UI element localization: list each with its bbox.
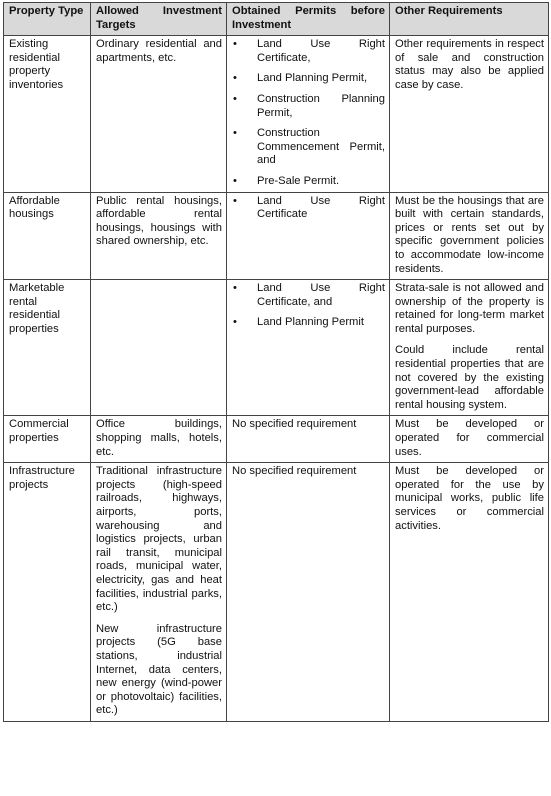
- cell-allowed-targets: [91, 192, 227, 280]
- cell-allowed-targets: [91, 36, 227, 192]
- requirement-paragraph: Strata-sale is not allowed and ownership of the property is retained for long-term market rental purposes.: [395, 282, 544, 335]
- cell-obtained-permits: [227, 280, 390, 416]
- permit-text: Land Use Right Certificate: [257, 194, 385, 221]
- table-row: [4, 463, 549, 722]
- cell-allowed-targets: [91, 416, 227, 463]
- cell-other-requirements: [390, 463, 549, 722]
- cell-allowed-targets: [91, 280, 227, 416]
- requirement-paragraph: Must be developed or operated for commercial uses.: [395, 418, 544, 458]
- bullet-icon: •: [233, 282, 237, 295]
- permit-text: Pre-Sale Permit.: [257, 174, 340, 187]
- header-other-requirements: Other Requirements: [390, 3, 549, 36]
- cell-other-requirements: [390, 416, 549, 463]
- header-allowed-targets: Allowed Investment Targets: [91, 3, 227, 36]
- cell-property-type: Existing residential property inventories: [4, 36, 91, 192]
- table-row: [4, 416, 549, 463]
- permit-list: [232, 282, 385, 330]
- table-row: [4, 36, 549, 192]
- bullet-icon: •: [233, 92, 237, 105]
- permit-item: [232, 93, 385, 120]
- permit-text: Land Use Right Certificate, and: [257, 282, 385, 308]
- permit-text: Land Planning Permit: [257, 316, 364, 329]
- permit-item: [232, 127, 385, 168]
- target-paragraph: Traditional infrastructure projects (high-speed railroads, highways, airports, ports, warehousing and logistics projects, urban rail transit, municipal roads, municipal water, electricity, gas and heat facilities, industrial parks, etc.): [96, 465, 222, 614]
- cell-other-requirements: [390, 280, 549, 416]
- permit-text: No specified requirement: [232, 418, 357, 431]
- cell-property-type: Infrastructure projects: [4, 463, 91, 722]
- bullet-icon: •: [233, 194, 237, 207]
- requirement-paragraph: Other requirements in respect of sale and construction status may also be applied case by case.: [395, 38, 544, 91]
- permit-text: Construction Commencement Permit, and: [257, 127, 385, 167]
- target-paragraph: Public rental housings, affordable rental housings, housings with shared ownership, etc.: [96, 194, 222, 248]
- header-obtained-permits: Obtained Permits before Investment: [227, 3, 390, 36]
- property-investment-table: [3, 2, 549, 722]
- target-paragraph: New infrastructure projects (5G base stations, industrial Internet, data centers, new energy (wind-power or photovoltaic) facilities, etc.): [96, 622, 222, 717]
- bullet-icon: •: [233, 127, 237, 140]
- cell-other-requirements: [390, 36, 549, 192]
- bullet-icon: •: [233, 316, 237, 329]
- cell-obtained-permits: [227, 192, 390, 280]
- cell-other-requirements: [390, 192, 549, 280]
- requirement-paragraph: Must be developed or operated for the use by municipal works, public life services or commercial activities.: [395, 465, 544, 532]
- permit-text: Construction Planning Permit,: [257, 92, 385, 119]
- permit-text: Land Use Right Certificate,: [257, 38, 385, 64]
- permit-list: [232, 38, 385, 188]
- table-row: [4, 192, 549, 280]
- cell-property-type: Commercial properties: [4, 416, 91, 463]
- header-property-type: Property Type: [4, 3, 91, 36]
- cell-obtained-permits: [227, 36, 390, 192]
- bullet-icon: •: [233, 38, 237, 51]
- permit-text: Land Planning Permit,: [257, 72, 368, 85]
- permit-list: [232, 195, 385, 222]
- permit-item: [232, 195, 385, 222]
- cell-obtained-permits: [227, 416, 390, 463]
- table-row: [4, 280, 549, 416]
- target-paragraph: Office buildings, shopping malls, hotels, etc.: [96, 418, 222, 458]
- bullet-icon: •: [233, 72, 237, 85]
- permit-item: [232, 175, 385, 189]
- requirement-paragraph: Could include rental residential properties that are not covered by the existing government-lead affordable rental housing system.: [395, 344, 544, 411]
- cell-property-type: Marketable rental residential properties: [4, 280, 91, 416]
- bullet-icon: •: [233, 174, 237, 187]
- cell-allowed-targets: [91, 463, 227, 722]
- permit-item: [232, 72, 385, 86]
- table-body: [4, 36, 549, 722]
- cell-obtained-permits: [227, 463, 390, 722]
- target-paragraph: Ordinary residential and apartments, etc.: [96, 38, 222, 64]
- table-header-row: [4, 3, 549, 36]
- requirement-paragraph: Must be the housings that are built with certain standards, prices or rents set out by specific government policies to accommodate low-income residents.: [395, 194, 544, 275]
- permit-item: [232, 38, 385, 65]
- cell-property-type: Affordable housings: [4, 192, 91, 280]
- permit-text: No specified requirement: [232, 465, 357, 478]
- permit-item: [232, 316, 385, 330]
- permit-item: [232, 282, 385, 309]
